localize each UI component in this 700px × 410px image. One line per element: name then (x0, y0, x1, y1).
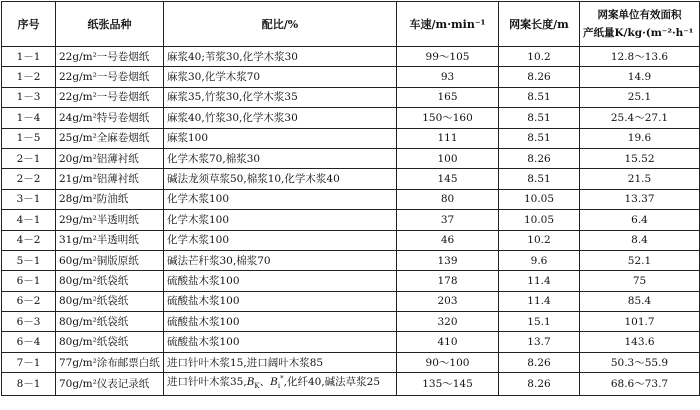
cell-speed: 80 (397, 189, 499, 209)
table-row (2, 210, 700, 230)
cell-ratio: 化学木浆100 (164, 189, 397, 209)
cell-ratio: 硫酸盐木浆100 (164, 291, 397, 311)
cell-no: 8－1 (2, 373, 56, 396)
cell-wire-length: 10.2 (499, 230, 580, 250)
cell-wire-length: 8.51 (499, 169, 580, 189)
cell-no: 1－3 (2, 87, 56, 107)
cell-speed: 139 (397, 250, 499, 270)
cell-paper-type: 80g/m²纸袋纸 (56, 332, 164, 352)
cell-capacity: 25.1 (580, 87, 700, 107)
cell-speed: 145 (397, 169, 499, 189)
cell-wire-length: 8.51 (499, 128, 580, 148)
cell-wire-length: 8.26 (499, 352, 580, 372)
cell-ratio: 硫酸盐木浆100 (164, 271, 397, 291)
cell-no: 6－2 (2, 291, 56, 311)
cell-capacity: 101.7 (580, 312, 700, 332)
table-row (2, 250, 700, 270)
cell-wire-length: 13.7 (499, 332, 580, 352)
cell-ratio: 碱法龙须草浆50,棉浆10,化学木浆40 (164, 169, 397, 189)
cell-no: 6－4 (2, 332, 56, 352)
cell-ratio: 化学木浆100 (164, 210, 397, 230)
header-wire-length: 网案长度/m (499, 2, 580, 47)
cell-no: 2－2 (2, 169, 56, 189)
cell-capacity: 12.8～13.6 (580, 47, 700, 67)
table-row (2, 271, 700, 291)
table-row (2, 108, 700, 128)
cell-wire-length: 8.26 (499, 373, 580, 396)
header-speed: 车速/m·min⁻¹ (397, 2, 499, 47)
cell-paper-type: 25g/m²全麻卷烟纸 (56, 128, 164, 148)
cell-capacity: 143.6 (580, 332, 700, 352)
cell-no: 3－1 (2, 189, 56, 209)
cell-paper-type: 22g/m²一号卷烟纸 (56, 87, 164, 107)
cell-wire-length: 10.2 (499, 47, 580, 67)
cell-paper-type: 77g/m²涂布邮票白纸 (56, 352, 164, 372)
cell-capacity: 75 (580, 271, 700, 291)
cell-ratio: 麻浆100 (164, 128, 397, 148)
cell-capacity: 8.4 (580, 230, 700, 250)
table-row (2, 148, 700, 168)
header-capacity-line1: 网案单位有效面积 (597, 9, 682, 21)
cell-speed: 178 (397, 271, 499, 291)
paper-data-table (1, 1, 700, 396)
cell-ratio: 麻浆40,竹浆30,化学木浆30 (164, 108, 397, 128)
cell-speed: 90～100 (397, 352, 499, 372)
cell-capacity: 52.1 (580, 250, 700, 270)
cell-no: 4－2 (2, 230, 56, 250)
cell-paper-type: 22g/m²一号卷烟纸 (56, 47, 164, 67)
cell-ratio: 进口针叶木浆$35,B_K$、$B_i^*$,化纤40,碱法草浆25 (164, 373, 397, 396)
cell-speed: 99～105 (397, 47, 499, 67)
cell-ratio: 进口针叶木浆15,进口阔叶木浆85 (164, 352, 397, 372)
cell-paper-type: 60g/m²铜版原纸 (56, 250, 164, 270)
table-row (2, 47, 700, 67)
cell-capacity: 19.6 (580, 128, 700, 148)
cell-paper-type: 22g/m²一号卷烟纸 (56, 67, 164, 87)
cell-no: 1－1 (2, 47, 56, 67)
cell-wire-length: 10.05 (499, 189, 580, 209)
cell-wire-length: 10.05 (499, 210, 580, 230)
cell-paper-type: 80g/m²纸袋纸 (56, 271, 164, 291)
cell-capacity: 14.9 (580, 67, 700, 87)
cell-ratio: 麻浆35,竹浆30,化学木浆35 (164, 87, 397, 107)
cell-ratio: 化学木浆70,棉浆30 (164, 148, 397, 168)
table-row (2, 67, 700, 87)
cell-no: 1－5 (2, 128, 56, 148)
cell-paper-type: 29g/m²半透明纸 (56, 210, 164, 230)
cell-capacity: 6.4 (580, 210, 700, 230)
cell-speed: 37 (397, 210, 499, 230)
cell-capacity: 50.3～55.9 (580, 352, 700, 372)
cell-capacity: 15.52 (580, 148, 700, 168)
table-row (2, 128, 700, 148)
cell-ratio: 化学木浆100 (164, 230, 397, 250)
table-row (2, 373, 700, 396)
cell-speed: 410 (397, 332, 499, 352)
cell-paper-type: 80g/m²纸袋纸 (56, 291, 164, 311)
cell-ratio: 碱法芒秆浆30,棉浆70 (164, 250, 397, 270)
header-paper-type: 纸张品种 (56, 2, 164, 47)
cell-no: 6－1 (2, 271, 56, 291)
cell-no: 6－3 (2, 312, 56, 332)
cell-speed: 165 (397, 87, 499, 107)
cell-paper-type: 80g/m²纸袋纸 (56, 312, 164, 332)
cell-no: 4－1 (2, 210, 56, 230)
cell-capacity: 85.4 (580, 291, 700, 311)
cell-wire-length: 8.26 (499, 148, 580, 168)
cell-ratio: 硫酸盐木浆100 (164, 312, 397, 332)
cell-wire-length: 11.4 (499, 271, 580, 291)
cell-paper-type: 70g/m²仪表记录纸 (56, 373, 164, 396)
cell-capacity: 13.37 (580, 189, 700, 209)
cell-ratio: 硫酸盐木浆100 (164, 332, 397, 352)
cell-paper-type: 28g/m²防油纸 (56, 189, 164, 209)
cell-paper-type: 24g/m²特号卷烟纸 (56, 108, 164, 128)
cell-paper-type: 31g/m²半透明纸 (56, 230, 164, 250)
cell-no: 1－4 (2, 108, 56, 128)
table-row (2, 312, 700, 332)
table-body (2, 47, 700, 396)
cell-ratio: 麻浆40;苇浆30,化学木浆30 (164, 47, 397, 67)
table-row (2, 189, 700, 209)
cell-ratio: 麻浆30,化学木浆70 (164, 67, 397, 87)
cell-wire-length: 15.1 (499, 312, 580, 332)
header-capacity (580, 2, 700, 47)
cell-wire-length: 8.26 (499, 67, 580, 87)
cell-speed: 93 (397, 67, 499, 87)
header-row (2, 2, 700, 47)
cell-speed: 135～145 (397, 373, 499, 396)
header-no: 序号 (2, 2, 56, 47)
cell-capacity: 68.6～73.7 (580, 373, 700, 396)
cell-speed: 150～160 (397, 108, 499, 128)
table-row (2, 352, 700, 372)
cell-capacity: 25.4～27.1 (580, 108, 700, 128)
cell-speed: 100 (397, 148, 499, 168)
cell-no: 1－2 (2, 67, 56, 87)
cell-wire-length: 9.6 (499, 250, 580, 270)
header-capacity-line2: 产纸量K/kg·(m⁻²·h⁻¹ (583, 27, 694, 39)
cell-paper-type: 21g/m²铝薄衬纸 (56, 169, 164, 189)
table-row (2, 169, 700, 189)
header-ratio: 配比/% (164, 2, 397, 47)
cell-speed: 203 (397, 291, 499, 311)
table-row (2, 87, 700, 107)
table-row (2, 291, 700, 311)
cell-no: 7－1 (2, 352, 56, 372)
table-row (2, 230, 700, 250)
cell-wire-length: 8.51 (499, 87, 580, 107)
cell-paper-type: 20g/m²铝薄衬纸 (56, 148, 164, 168)
cell-wire-length: 11.4 (499, 291, 580, 311)
cell-speed: 320 (397, 312, 499, 332)
cell-speed: 46 (397, 230, 499, 250)
cell-speed: 111 (397, 128, 499, 148)
cell-capacity: 21.5 (580, 169, 700, 189)
cell-no: 2－1 (2, 148, 56, 168)
cell-no: 5－1 (2, 250, 56, 270)
cell-wire-length: 8.51 (499, 108, 580, 128)
table-row (2, 332, 700, 352)
